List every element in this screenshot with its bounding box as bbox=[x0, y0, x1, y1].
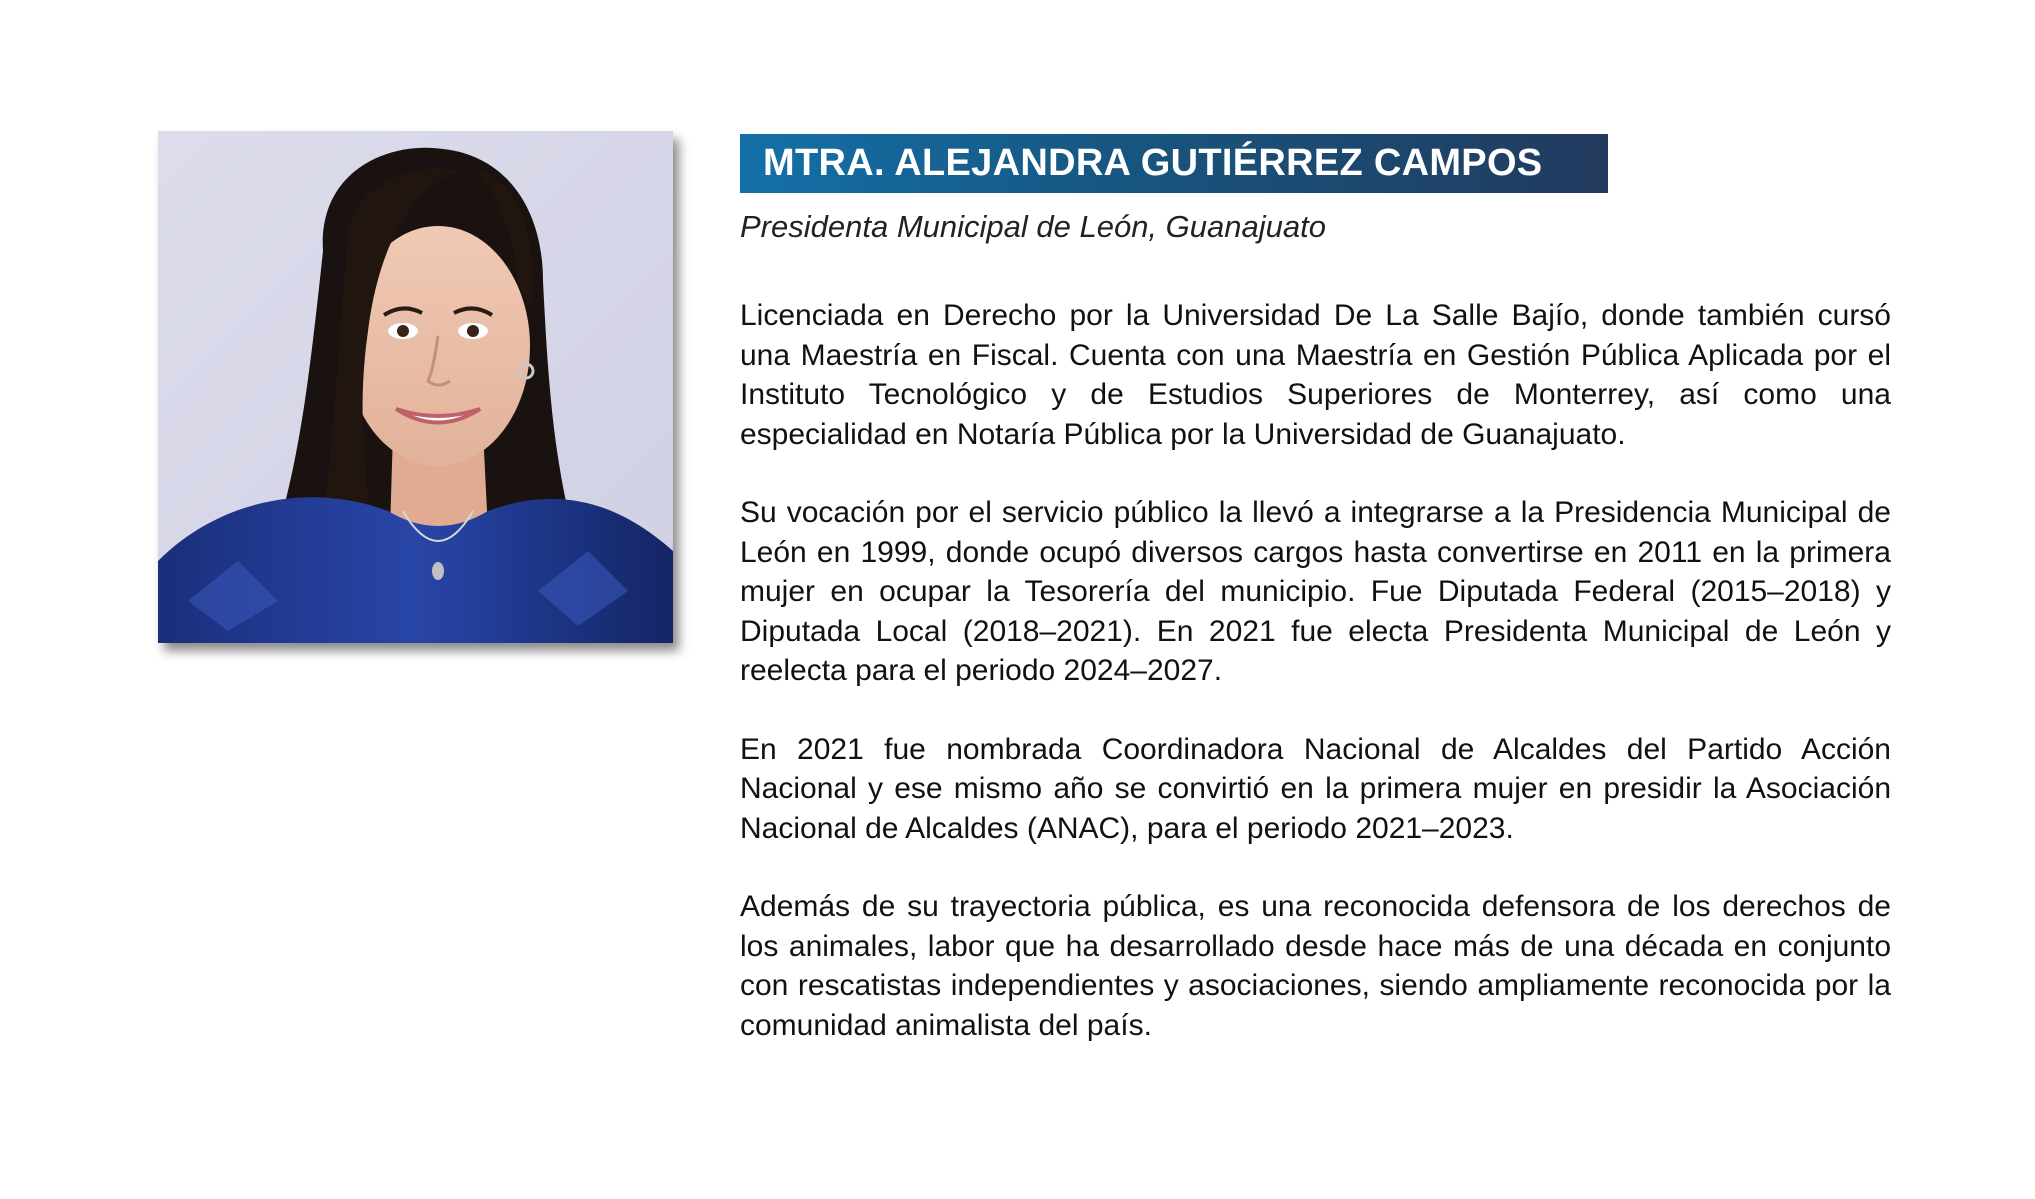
bio-paragraph-advocacy: Además de su trayectoria pública, es una reconocida defensora de los derechos de los animales, labor que ha desarrollado desde hace más de una década en conjunto con rescatistas independientes y asociaciones, siendo ampliamente reconocida por la comunidad animalista del país. bbox=[740, 890, 1891, 1042]
bio-paragraph-education: Licenciada en Derecho por la Universidad De La Salle Bajío, donde también cursó una Maestría en Fiscal. Cuenta con una Maestría en Gestión Pública Aplicada por el Instituto Tecnológico y de Estudios Superiores de Monterrey, así como una especialidad en Notaría Pública por la Universidad de Guanajuato. bbox=[740, 299, 1891, 451]
portrait-illustration bbox=[158, 131, 673, 643]
bio-paragraph-coordination: En 2021 fue nombrada Coordinadora Nacional de Alcaldes del Partido Acción Nacional y ese mismo año se convirtió en la primera mujer en presidir la Asociación Nacional de Alcaldes (ANAC), para el periodo 2021–2023. bbox=[740, 732, 1891, 845]
person-name: MTRA. ALEJANDRA GUTIÉRREZ CAMPOS bbox=[763, 142, 1543, 184]
biography bbox=[740, 296, 1891, 1045]
person-role: Presidenta Municipal de León, Guanajuato bbox=[740, 209, 1326, 244]
bio-paragraph-career: Su vocación por el servicio público la llevó a integrarse a la Presidencia Municipal de León en 1999, donde ocupó diversos cargos hasta convertirse en 2011 en la primera mujer en ocupar la Tesorería del municipio. Fue Diputada Federal (2015–2018) y Diputada Local (2018–2021). En 2021 fue electa Presidenta Municipal de León y reelecta para el periodo 2024–2027. bbox=[740, 496, 1891, 687]
name-banner bbox=[740, 134, 1608, 193]
portrait-photo bbox=[158, 131, 673, 643]
